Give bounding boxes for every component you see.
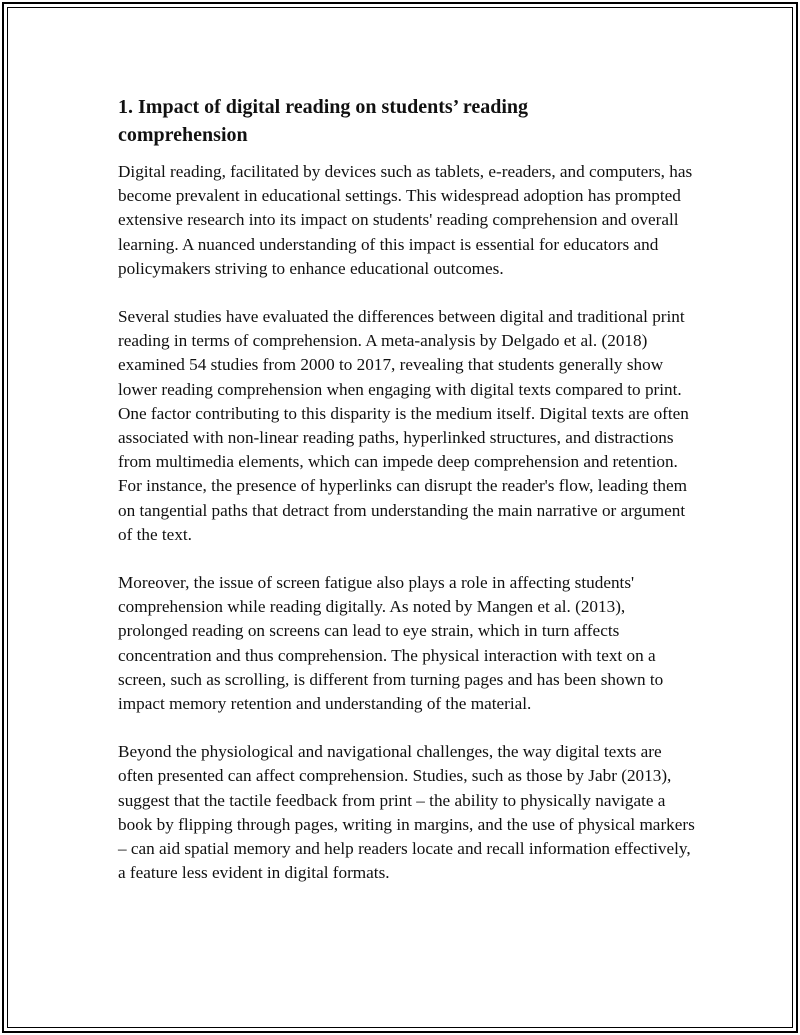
paragraph-2: Several studies have evaluated the differences between digital and traditional print reading in terms of comprehension. A meta-analysis by Delgado et al. (2018) examined 54 studies from 2000 to 2017, revealing that students generally show lower reading comprehension when engaging with digital texts compared to print. One factor contributing to this disparity is the medium itself. Digital texts are often associated with non-linear reading paths, hyperlinked structures, and distractions from multimedia elements, which can impede deep comprehension and retention. For instance, the presence of hyperlinks can disrupt the reader's flow, leading them on tangential paths that detract from understanding the main narrative or argument of the text. — [118, 307, 689, 544]
paragraph-3: Moreover, the issue of screen fatigue also plays a role in affecting students' comprehension while reading digitally. As noted by Mangen et al. (2013), prolonged reading on screens can lead to eye strain, which in turn affects concentration and thus comprehension. The physical interaction with text on a screen, such as scrolling, is different from turning pages and has been shown to impact memory retention and understanding of the material. — [118, 573, 664, 714]
paragraph-1: Digital reading, facilitated by devices such as tablets, e-readers, and computers, has become prevalent in educational settings. This widespread adoption has prompted extensive research into its impact on students' reading comprehension and overall learning. A nuanced understanding of this impact is essential for educators and policymakers striving to enhance educational outcomes. — [118, 162, 693, 278]
document-body — [118, 93, 698, 909]
section-heading: 1. Impact of digital reading on students’ reading comprehension — [118, 96, 529, 146]
paragraph-4: Beyond the physiological and navigational challenges, the way digital texts are often presented can affect comprehension. Studies, such as those by Jabr (2013), suggest that the tactile feedback from print – the ability to physically navigate a book by flipping through pages, writing in margins, and the use of physical markers – can aid spatial memory and help readers locate and recall information effectively, a feature less evident in digital formats. — [118, 742, 695, 883]
